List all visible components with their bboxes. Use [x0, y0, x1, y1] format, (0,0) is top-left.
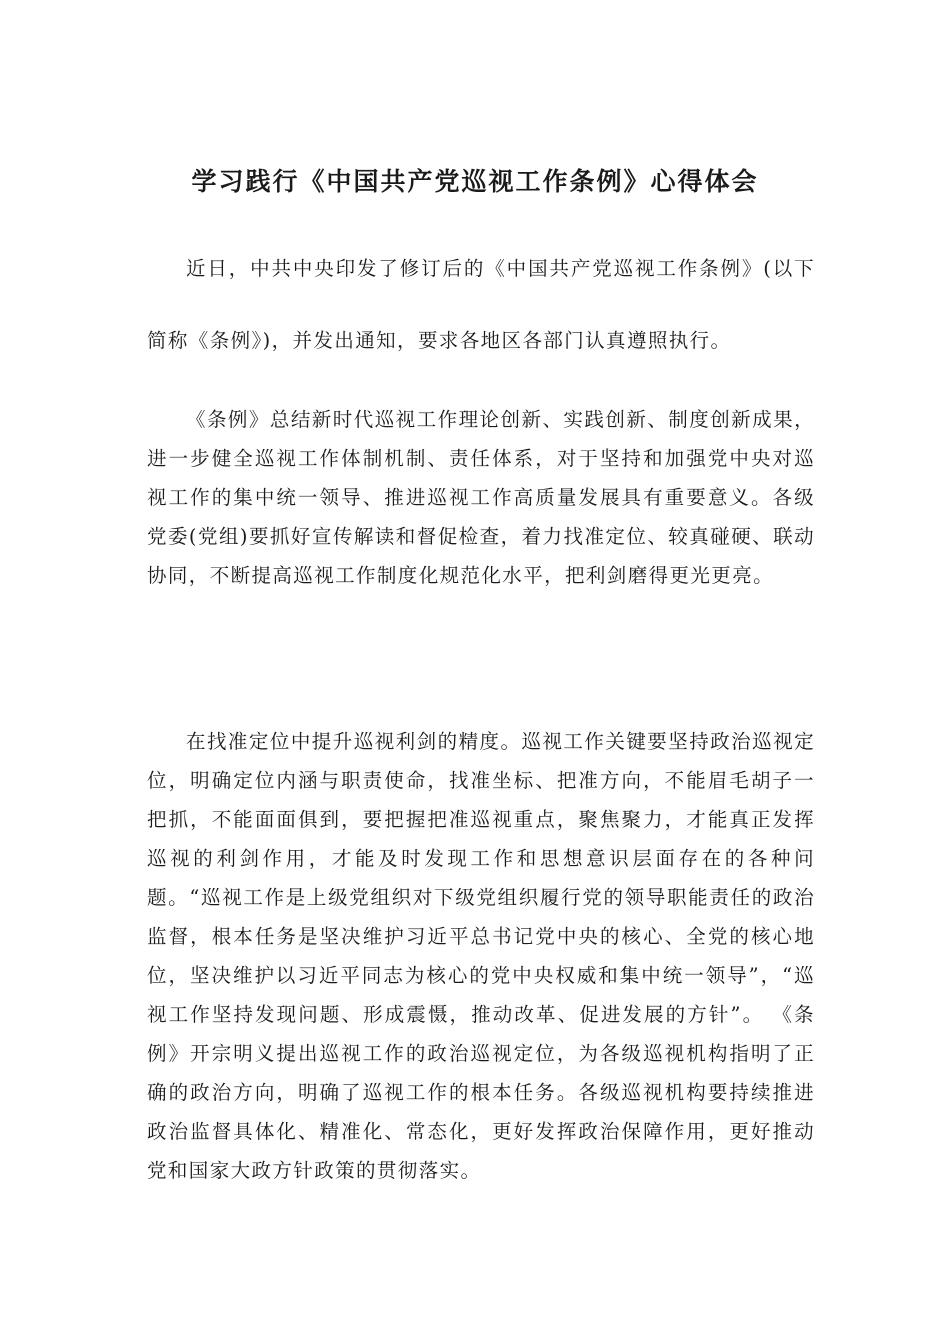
paragraph-intro: 近日，中共中央印发了修订后的《中国共产党巡视工作条例》(以下简称《条例》)，并发出通知，要求各地区各部门认真遵照执行。 [147, 257, 815, 352]
paragraph-positioning: 在找准定位中提升巡视利剑的精度。巡视工作关键要坚持政治巡视定位，明确定位内涵与职责使命，找准坐标、把准方向，不能眉毛胡子一把抓，不能面面俱到，要把握把准巡视重点，聚焦聚力，才能真正发挥巡视的利剑作用，才能及时发现工作和思想意识层面存在的各种问题。“巡视工作是上级党组织对下级党组织履行党的领导职能责任的政治监督，根本任务是坚决维护习近平总书记党中央的核心、全党的核心地位，坚决维护以习近平同志为核心的党中央权威和集中统一领导”，“巡视工作坚持发现问题、形成震慑，推动改革、促进发展的方针”。 《条例》开宗明义提出巡视工作的政治巡视定位，为各级巡视机构指明了正确的政治方向，明确了巡视工作的根本任务。各级巡视机构要持续推进政治监督具体化、精准化、常态化，更好发挥政治保障作用，更好推动党和国家大政方针政策的贯彻落实。 [147, 730, 815, 1182]
document-title: 学习践行《中国共产党巡视工作条例》心得体会 [191, 166, 759, 196]
paragraph-summary: 《条例》总结新时代巡视工作理论创新、实践创新、制度创新成果，进一步健全巡视工作体制机制、责任体系，对于坚持和加强党中央对巡视工作的集中统一领导、推进巡视工作高质量发展具有重要意义。各级党委(党组)要抓好宣传解读和督促检查，着力找准定位、较真碰硬、联动协同，不断提高巡视工作制度化规范化水平，把利剑磨得更光更亮。 [147, 408, 815, 587]
